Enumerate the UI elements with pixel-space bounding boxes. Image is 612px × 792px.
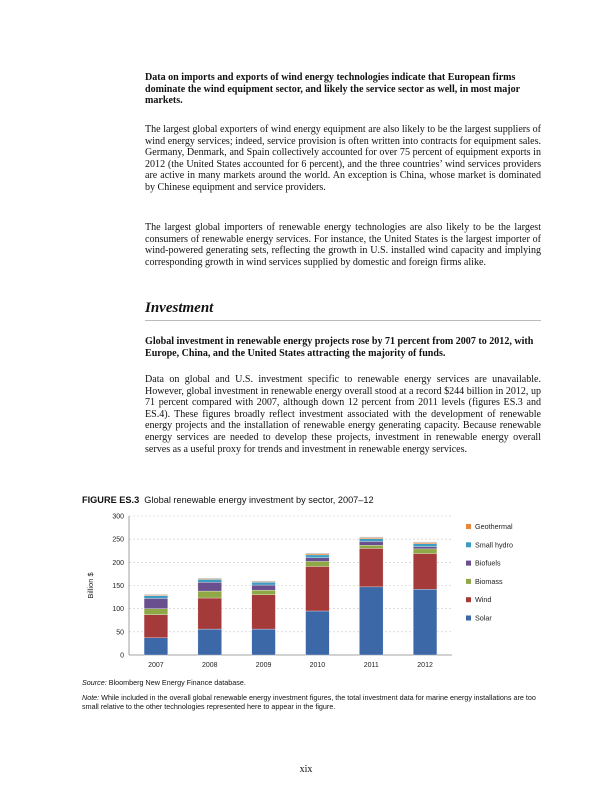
legend-label: Biofuels [475,558,501,568]
bar-segment-solar [144,638,168,655]
bar-segment-biomass [306,561,330,566]
legend-label: Biomass [475,576,503,586]
bar-segment-solar [198,629,222,655]
bar-segment-solar [252,629,276,655]
legend-swatch [466,561,471,566]
y-tick-label: 200 [112,559,124,567]
legend-label: Solar [475,613,492,623]
bar-segment-biomass [252,590,276,595]
bar-segment-biomass [198,591,222,598]
x-tick-label: 2008 [201,662,218,669]
legend-swatch [466,524,471,529]
paragraph-wind-importers: The largest global importers of renewable energy technologies are also likely to be the largest consumers of renewable energy services. For instance, the United States is the largest importer of wind-powered generating sets, reflecting the growth in U.S. installed wind capacity and implying corresponding growth in wind services supplied by domestic and foreign firms alike. [145,222,541,268]
source-label: Source: [82,678,107,687]
bar-segment-biomass [413,549,437,554]
bar-segment-wind [252,595,276,629]
figure-note [82,694,538,712]
legend-label: Geothermal [475,522,513,531]
legend-swatch [466,542,471,547]
section-heading-investment: Investment [145,300,214,316]
paragraph-investment-data: Data on global and U.S. investment specific to renewable energy services are unavailable. However, global investment in renewable energy overall stood at a record $244 billion in 2012, up 71 percent compared with 2007, although down 12 percent from 2011 levels (figures ES.3 and ES.4). These figures broadly reflect investment associated with the development of renewable energy projects and the installation of renewable energy generating capacity. Because renewable energy services are needed to develop these projects, investment in renewable energy overall serves as a useful proxy for trends and investment in renewable energy services. [145,374,541,455]
bar-segment-small-hydro [252,582,276,585]
x-tick-label: 2011 [363,662,379,669]
bar-segment-wind [413,554,437,590]
bar-segment-small-hydro [144,596,168,599]
legend-label: Small hydro [475,540,513,550]
y-axis-label: Billion $ [86,572,95,599]
figure-source [82,678,246,687]
y-tick-label: 100 [112,606,124,614]
y-tick-label: 250 [112,536,124,544]
bar-segment-small-hydro [306,555,330,558]
bar-segment-solar [359,587,383,655]
bar-segment-biofuels [413,547,437,549]
bar-segment-biofuels [306,558,330,562]
figure-title [82,495,374,505]
bar-segment-biofuels [198,582,222,591]
x-tick-label: 2010 [309,662,326,669]
bar-segment-small-hydro [198,579,222,582]
bar-segment-wind [198,598,222,629]
bar-segment-biomass [144,609,168,615]
x-tick-label: 2007 [148,662,164,669]
y-tick-label: 50 [116,629,124,637]
legend-label: Wind [475,595,492,605]
bar-segment-wind [359,548,383,586]
page-number: xix [299,764,313,775]
investment-bar-chart [80,508,540,670]
bar-segment-wind [144,615,168,638]
legend-swatch [466,579,471,584]
source-text: Bloomberg New Energy Finance database. [106,678,246,687]
heading-investment-growth: Global investment in renewable energy projects rose by 71 percent from 2007 to 2012, with Europe, China, and the United States attracting the majority of funds. [145,336,534,359]
bar-segment-biofuels [252,585,276,590]
bar-segment-biofuels [144,598,168,608]
figure-label: FIGURE ES.3 [82,495,140,505]
legend-swatch [466,597,471,602]
bar-segment-biomass [359,545,383,548]
bar-segment-small-hydro [413,544,437,547]
x-tick-label: 2009 [255,662,272,669]
bar-segment-solar [413,589,437,655]
bar-segment-small-hydro [359,539,383,542]
bar-segment-wind [306,567,330,611]
heading-wind-trade: Data on imports and exports of wind energy technologies indicate that European firms dominate the wind equipment sector, and likely the service sector as well, in most major markets. [145,72,520,107]
legend-swatch [466,616,471,621]
section-divider [145,320,541,321]
y-tick-label: 150 [112,583,124,590]
figure-caption: Global renewable energy investment by sector, 2007–12 [144,495,374,505]
paragraph-wind-exporters: The largest global exporters of wind energy equipment are also likely to be the largest suppliers of wind energy services; indeed, service provision is often written into contracts for equipment sales. Germany, Denmark, and Spain collectively accounted for over 75 percent of equipment exports in 2012 (the United States accounted for 6 percent), and the three countries’ wind services providers are active in many markets around the world. An exception is China, whose market is dominated by Chinese equipment and service providers. [145,124,541,193]
note-label: Note: [82,693,100,702]
y-tick-label: 300 [112,513,124,521]
bar-segment-biofuels [359,541,383,545]
y-tick-label: 0 [120,652,124,660]
bar-segment-solar [306,611,330,655]
x-tick-label: 2012 [417,662,433,669]
note-text: While included in the overall global renewable energy investment figures, the total investment data for marine energy installations are too small relative to the other technologies represented here to appear in the figure. [82,693,536,711]
